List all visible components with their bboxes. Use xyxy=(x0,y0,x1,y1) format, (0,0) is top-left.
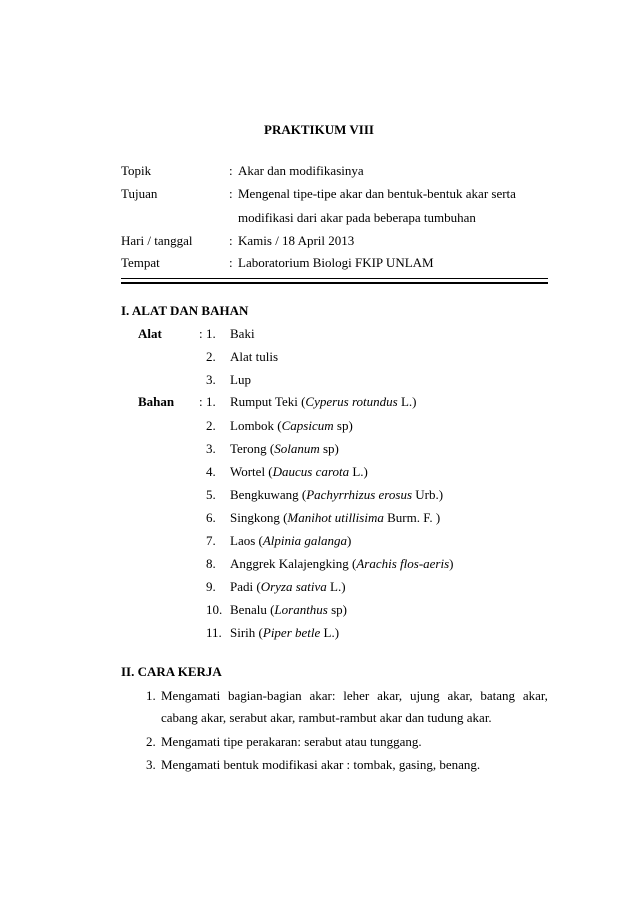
bahan-item xyxy=(230,418,353,434)
hari-value: Kamis / 18 April 2013 xyxy=(238,233,355,248)
bahan-label: Bahan xyxy=(138,394,175,409)
bahan-item xyxy=(230,464,368,480)
bahan-item-common-name: Wortel ( xyxy=(230,464,273,479)
bahan-item-common-name: Bengkuwang ( xyxy=(230,487,307,502)
step-1-word: akar, xyxy=(522,688,548,703)
divider-bottom xyxy=(121,282,548,284)
bahan-item-common-name: Lombok ( xyxy=(230,418,282,433)
bahan-item-scientific-name: Cyperus rotundus xyxy=(305,394,398,409)
step-3-text: Mengamati bentuk modifikasi akar : tombak, gasing, benang. xyxy=(161,757,481,772)
bahan-item-number: 2. xyxy=(206,418,216,433)
bahan-item-common-name: Padi ( xyxy=(230,579,261,594)
step-1-word: akar, xyxy=(447,688,473,703)
bahan-item-author: L.) xyxy=(349,464,368,479)
step-number: 1. xyxy=(146,688,156,703)
bahan-item-number: 11. xyxy=(206,625,222,640)
tujuan-value-line1: Mengenal tipe-tipe akar dan bentuk-bentuk akar serta xyxy=(238,186,516,201)
bahan-item-scientific-name: Solanum xyxy=(274,441,320,456)
bahan-item-scientific-name: Arachis flos-aeris xyxy=(356,556,450,571)
topik-colon: : xyxy=(229,163,233,178)
step-1-word: leher xyxy=(343,688,370,703)
bahan-item-author: ) xyxy=(347,533,352,548)
bahan-item xyxy=(230,533,351,549)
section-alat-bahan-heading: I. ALAT DAN BAHAN xyxy=(121,303,249,318)
step-number: 3. xyxy=(146,757,156,772)
step-1-word: batang xyxy=(480,688,516,703)
bahan-item-common-name: Laos ( xyxy=(230,533,263,548)
bahan-item-scientific-name: Daucus carota xyxy=(272,464,350,479)
bahan-item-common-name: Singkong ( xyxy=(230,510,288,525)
bahan-item-number: 10. xyxy=(206,602,223,617)
bahan-item xyxy=(230,441,339,457)
bahan-colon: : xyxy=(199,394,203,409)
bahan-item-scientific-name: Loranthus xyxy=(274,602,328,617)
alat-item-number: 1. xyxy=(206,326,216,341)
tujuan-colon: : xyxy=(229,186,233,201)
hari-colon: : xyxy=(229,233,233,248)
bahan-item-author: L.) xyxy=(397,394,417,409)
bahan-item xyxy=(230,579,346,595)
bahan-item-number: 7. xyxy=(206,533,216,548)
bahan-item xyxy=(230,602,347,618)
divider-top xyxy=(121,278,548,279)
tempat-value: Laboratorium Biologi FKIP UNLAM xyxy=(238,255,434,270)
step-1-word: bagian-bagian xyxy=(228,688,302,703)
topik-label: Topik xyxy=(121,163,152,178)
bahan-item-number: 4. xyxy=(206,464,216,479)
bahan-item-author: sp) xyxy=(333,418,353,433)
alat-item: Alat tulis xyxy=(230,349,279,364)
bahan-item-author: Urb.) xyxy=(412,487,444,502)
bahan-item-number: 1. xyxy=(206,394,216,409)
bahan-item-number: 5. xyxy=(206,487,216,502)
step-1-line-2: cabang akar, serabut akar, rambut-rambut akar dan tudung akar. xyxy=(161,710,492,725)
tujuan-label: Tujuan xyxy=(121,186,158,201)
alat-item-number: 3. xyxy=(206,372,216,387)
bahan-item xyxy=(230,625,339,641)
alat-label: Alat xyxy=(138,326,162,341)
step-1-word: akar, xyxy=(377,688,403,703)
step-number: 2. xyxy=(146,734,156,749)
bahan-item-scientific-name: Manihot utillisima xyxy=(287,510,384,525)
bahan-item-number: 8. xyxy=(206,556,216,571)
alat-item: Lup xyxy=(230,372,251,387)
bahan-item xyxy=(230,487,443,503)
tempat-label: Tempat xyxy=(121,255,160,270)
bahan-item-author: Burm. F. ) xyxy=(383,510,441,525)
bahan-item xyxy=(230,510,440,526)
topik-value: Akar dan modifikasinya xyxy=(238,163,364,178)
bahan-item-scientific-name: Pachyrrhizus erosus xyxy=(306,487,412,502)
bahan-item-author: ) xyxy=(449,556,454,571)
bahan-item-scientific-name: Oryza sativa xyxy=(260,579,327,594)
bahan-item xyxy=(230,394,417,410)
step-1-word: Mengamati xyxy=(161,688,221,703)
bahan-item-author: L.) xyxy=(326,579,346,594)
page-title: PRAKTIKUM VIII xyxy=(264,122,374,137)
alat-item-number: 2. xyxy=(206,349,216,364)
bahan-item-common-name: Sirih ( xyxy=(230,625,263,640)
step-2-text: Mengamati tipe perakaran: serabut atau tunggang. xyxy=(161,734,422,749)
bahan-item-author: L.) xyxy=(320,625,340,640)
bahan-item-common-name: Benalu ( xyxy=(230,602,275,617)
bahan-item-number: 3. xyxy=(206,441,216,456)
alat-item: Baki xyxy=(230,326,255,341)
bahan-item xyxy=(230,556,454,572)
bahan-item-common-name: Rumput Teki ( xyxy=(230,394,306,409)
bahan-item-author: sp) xyxy=(327,602,348,617)
bahan-item-scientific-name: Alpinia galanga xyxy=(262,533,347,548)
bahan-item-scientific-name: Piper betle xyxy=(262,625,321,640)
step-1-word: ujung xyxy=(410,688,440,703)
alat-colon: : xyxy=(199,326,203,341)
hari-label: Hari / tanggal xyxy=(121,233,193,248)
bahan-item-number: 6. xyxy=(206,510,216,525)
bahan-item-common-name: Anggrek Kalajengking ( xyxy=(230,556,357,571)
step-1-line-1 xyxy=(161,688,548,704)
bahan-item-common-name: Terong ( xyxy=(230,441,275,456)
bahan-item-number: 9. xyxy=(206,579,216,594)
tempat-colon: : xyxy=(229,255,233,270)
bahan-item-author: sp) xyxy=(319,441,339,456)
bahan-item-scientific-name: Capsicum xyxy=(281,418,334,433)
section-cara-kerja-heading: II. CARA KERJA xyxy=(121,664,222,679)
step-1-word: akar: xyxy=(309,688,336,703)
tujuan-value-line2: modifikasi dari akar pada beberapa tumbuhan xyxy=(238,210,476,225)
